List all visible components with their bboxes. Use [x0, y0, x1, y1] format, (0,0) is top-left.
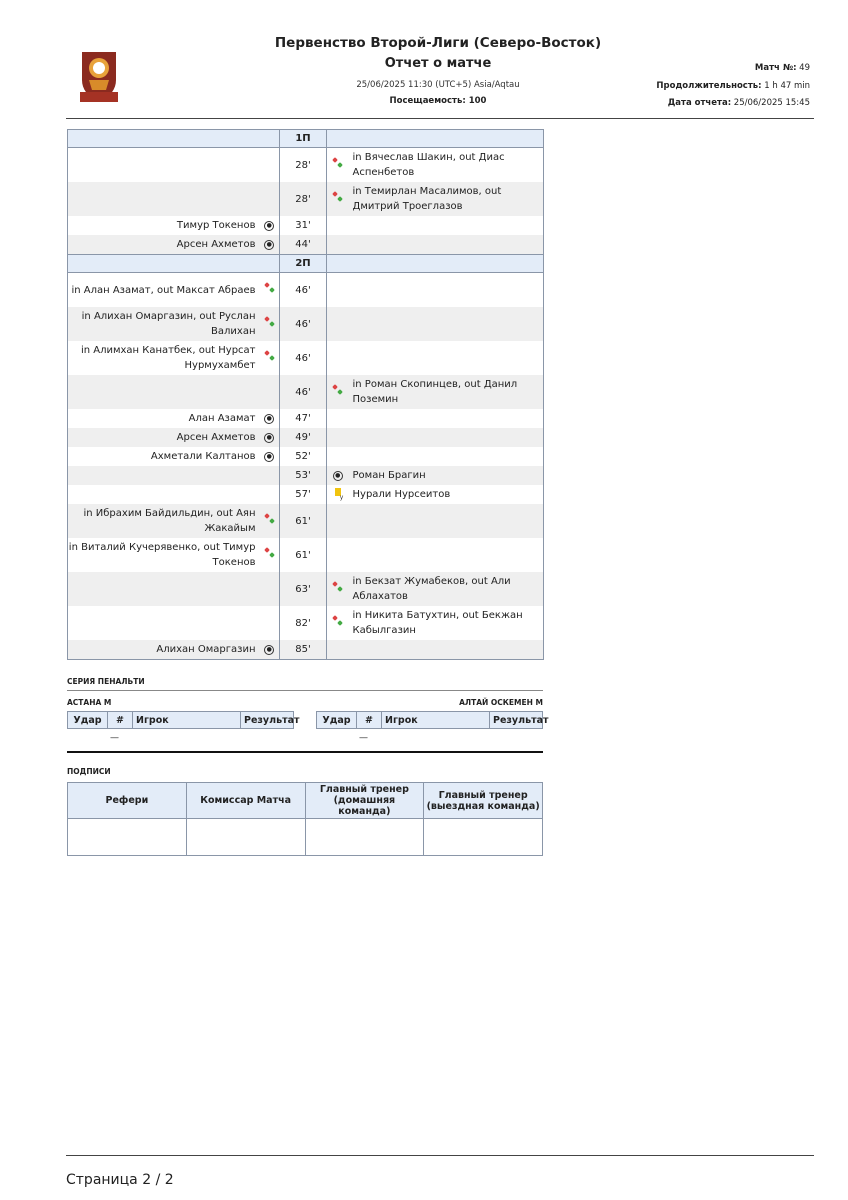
- event-away-text: in Бекзат Жумабеков, out Али Аблахатов: [349, 572, 544, 606]
- duration-value: 1 h 47 min: [764, 81, 810, 91]
- event-row: [68, 485, 544, 504]
- event-away-text: Нурали Нурсеитов: [352, 489, 451, 500]
- event-row: [68, 216, 544, 235]
- event-row: [68, 640, 544, 660]
- event-home-text: in Виталий Кучерявенко, out Тимур Токенов: [68, 542, 256, 568]
- event-home-text: [68, 182, 260, 216]
- event-home-text: [68, 572, 260, 606]
- event-row: [68, 341, 544, 375]
- sub-icon: [260, 273, 280, 308]
- event-away-text: Роман Брагин: [349, 466, 544, 485]
- penalty-home-team: АСТАНА М: [67, 698, 112, 707]
- event-away-text: [349, 409, 544, 428]
- sig-commissioner-header: Комиссар Матча: [186, 783, 305, 819]
- event-away-text: [349, 307, 544, 341]
- empty-icon-cell: [327, 504, 349, 538]
- report-date-value: 25/06/2025 15:45: [733, 98, 810, 108]
- event-away-text: [349, 538, 544, 572]
- event-away-text: [349, 235, 544, 255]
- sig-home-coach-title: Главный тренер: [319, 784, 409, 795]
- pen-away-col-num: #: [357, 712, 382, 729]
- empty-icon-cell: [327, 216, 349, 235]
- empty-icon-cell: [327, 273, 349, 308]
- event-minute: 47': [280, 409, 327, 428]
- event-away-text: [349, 428, 544, 447]
- event-away-text: [349, 640, 544, 660]
- sub-icon: [327, 606, 349, 640]
- event-row: [68, 307, 544, 341]
- event-away-text: [349, 216, 544, 235]
- penalty-table-home: [67, 711, 300, 729]
- sub-icon: [327, 148, 349, 183]
- sig-commissioner-box: [186, 819, 305, 856]
- attendance: [238, 96, 638, 106]
- sig-referee-box: [68, 819, 187, 856]
- sig-away-coach-box: [424, 819, 543, 856]
- sig-away-coach-sub: (выездная команда): [426, 800, 540, 812]
- event-minute: 49': [280, 428, 327, 447]
- signatures-table: [67, 782, 543, 856]
- event-row: [68, 428, 544, 447]
- event-home-text: in Алан Азамат, out Максат Абраев: [71, 284, 256, 296]
- page-title: Первенство Второй-Лиги (Северо-Восток): [274, 35, 602, 51]
- pen-away-col-shot: Удар: [317, 712, 357, 729]
- event-minute: 61': [280, 504, 327, 538]
- pen-home-col-num: #: [108, 712, 133, 729]
- event-home-text: [68, 148, 260, 183]
- sig-home-coach-header: [305, 783, 424, 819]
- event-row: [68, 504, 544, 538]
- sub-icon: [260, 504, 280, 538]
- event-minute: 28': [280, 182, 327, 216]
- event-home-text: [68, 485, 260, 504]
- empty-icon-cell: [327, 428, 349, 447]
- empty-icon-cell: [260, 182, 280, 216]
- event-away-text: [349, 341, 544, 375]
- event-row: [68, 148, 544, 183]
- empty-icon-cell: [327, 307, 349, 341]
- empty-icon-cell: [327, 447, 349, 466]
- events-table: [67, 129, 544, 660]
- sig-referee-header: Рефери: [68, 783, 187, 819]
- penalty-bottom-divider: [67, 751, 543, 753]
- event-row: [68, 447, 544, 466]
- event-home-text: Алан Азамат: [188, 413, 256, 424]
- event-minute: 46': [280, 341, 327, 375]
- period-away-icon-cell: [327, 130, 349, 148]
- empty-icon-cell: [327, 538, 349, 572]
- sub-icon: [260, 307, 280, 341]
- report-subtitle: Отчет о матче: [384, 56, 492, 71]
- event-minute: 46': [280, 375, 327, 409]
- sub-icon: [260, 341, 280, 375]
- match-datetime: 25/06/2025 11:30 (UTC+5) Asia/Aqtau: [356, 80, 520, 90]
- event-row: [68, 572, 544, 606]
- match-number-value: 49: [799, 63, 810, 73]
- empty-icon-cell: [327, 341, 349, 375]
- period-away-icon-cell: [327, 255, 349, 273]
- event-minute: 82': [280, 606, 327, 640]
- sub-icon: [327, 572, 349, 606]
- event-home-text: Арсен Ахметов: [68, 235, 260, 255]
- event-away-text: in Никита Батухтин, out Бекжан Кабылгазин: [352, 610, 523, 636]
- event-minute: 57': [280, 485, 327, 504]
- goal-icon: ●: [260, 428, 280, 447]
- event-minute: 46': [280, 307, 327, 341]
- pen-away-col-result: Результат: [490, 712, 543, 729]
- signatures-section-label: ПОДПИСИ: [67, 767, 111, 776]
- event-row: [68, 235, 544, 255]
- empty-icon-cell: [260, 606, 280, 640]
- penalty-section-label: СЕРИЯ ПЕНАЛЬТИ: [67, 677, 145, 686]
- event-home-text: in Алимхан Канатбек, out Нурсат Нурмухамбет: [80, 345, 256, 371]
- period-away-cell: [349, 255, 544, 273]
- event-home-text: in Ибрахим Байдильдин, out Аян Жакайым: [68, 504, 260, 538]
- event-minute: 53': [280, 466, 327, 485]
- sub-icon: [260, 538, 280, 572]
- event-away-text: [349, 504, 544, 538]
- match-number-label: Матч №:: [754, 63, 797, 73]
- event-row: [68, 273, 544, 308]
- event-row: [68, 409, 544, 428]
- sig-home-coach-box: [305, 819, 424, 856]
- period-away-cell: [349, 130, 544, 148]
- event-home-text: Ахметали Калтанов: [150, 451, 256, 462]
- duration-label: Продолжительность:: [656, 81, 762, 91]
- attendance-value: 100: [468, 96, 487, 106]
- match-duration: [656, 81, 810, 91]
- header-divider: [66, 118, 814, 119]
- event-home-text: Алихан Омаргазин: [68, 640, 260, 660]
- events-body: [68, 130, 544, 660]
- pen-home-col-player: Игрок: [133, 712, 241, 729]
- sig-away-coach-title: Главный тренер: [438, 789, 528, 801]
- period-home-icon-cell: [260, 255, 280, 273]
- yellow-card-icon: [327, 485, 349, 504]
- empty-icon-cell: [260, 375, 280, 409]
- event-away-text: [349, 447, 544, 466]
- report-date: [668, 98, 810, 108]
- goal-icon: ●: [260, 640, 280, 660]
- attendance-label: Посещаемость:: [389, 96, 466, 106]
- event-minute: 44': [280, 235, 327, 255]
- sig-home-coach-sub: (домашняя команда): [333, 795, 396, 817]
- sig-away-coach-header: [424, 783, 543, 819]
- goal-icon: ●: [260, 216, 280, 235]
- period-row: [68, 255, 544, 273]
- penalty-home-empty: —: [110, 733, 119, 743]
- event-home-text: Тимур Токенов: [176, 220, 256, 231]
- pen-home-col-shot: Удар: [68, 712, 108, 729]
- event-home-text: [68, 606, 260, 640]
- goal-icon: ●: [327, 466, 349, 485]
- page-number: Страница 2 / 2: [66, 1172, 174, 1188]
- goal-icon: ●: [260, 409, 280, 428]
- footer-divider: [66, 1155, 814, 1156]
- report-date-label: Дата отчета:: [667, 98, 732, 108]
- empty-icon-cell: [327, 640, 349, 660]
- sub-icon: [327, 375, 349, 409]
- period-home-icon-cell: [260, 130, 280, 148]
- penalty-table-away: [316, 711, 549, 729]
- goal-icon: ●: [260, 235, 280, 255]
- empty-icon-cell: [327, 235, 349, 255]
- event-away-text: in Вячеслав Шакин, out Диас Аспенбетов: [352, 152, 505, 178]
- event-row: [68, 466, 544, 485]
- period-label: 2П: [280, 255, 327, 273]
- period-row: [68, 130, 544, 148]
- empty-icon-cell: [260, 485, 280, 504]
- penalty-divider: [67, 690, 543, 691]
- event-minute: 46': [280, 273, 327, 308]
- event-minute: 52': [280, 447, 327, 466]
- event-minute: 61': [280, 538, 327, 572]
- event-row: [68, 182, 544, 216]
- period-home-cell: [68, 130, 260, 148]
- event-minute: 31': [280, 216, 327, 235]
- event-minute: 28': [280, 148, 327, 183]
- empty-icon-cell: [260, 466, 280, 485]
- goal-icon: ●: [260, 447, 280, 466]
- match-number: [755, 63, 810, 73]
- empty-icon-cell: [327, 409, 349, 428]
- event-home-text: [68, 375, 260, 409]
- event-row: [68, 538, 544, 572]
- league-logo: [76, 50, 122, 104]
- sub-icon: [327, 182, 349, 216]
- penalty-away-team: АЛТАЙ ОСКЕМЕН М: [459, 698, 543, 707]
- event-home-text: [68, 466, 260, 485]
- empty-icon-cell: [260, 572, 280, 606]
- event-away-text: in Роман Скопинцев, out Данил Поземин: [349, 375, 544, 409]
- event-row: [68, 606, 544, 640]
- event-away-text: in Темирлан Масалимов, out Дмитрий Троеглазов: [349, 182, 544, 216]
- event-away-text: [349, 273, 544, 308]
- pen-home-col-result: Результат: [241, 712, 294, 729]
- event-minute: 63': [280, 572, 327, 606]
- event-row: [68, 375, 544, 409]
- event-home-text: in Алихан Омаргазин, out Руслан Валихан: [68, 307, 260, 341]
- pen-away-col-player: Игрок: [382, 712, 490, 729]
- penalty-away-empty: —: [359, 733, 368, 743]
- period-label: 1П: [280, 130, 327, 148]
- period-home-cell: [68, 255, 260, 273]
- event-minute: 85': [280, 640, 327, 660]
- event-home-text: Арсен Ахметов: [68, 428, 260, 447]
- empty-icon-cell: [260, 148, 280, 183]
